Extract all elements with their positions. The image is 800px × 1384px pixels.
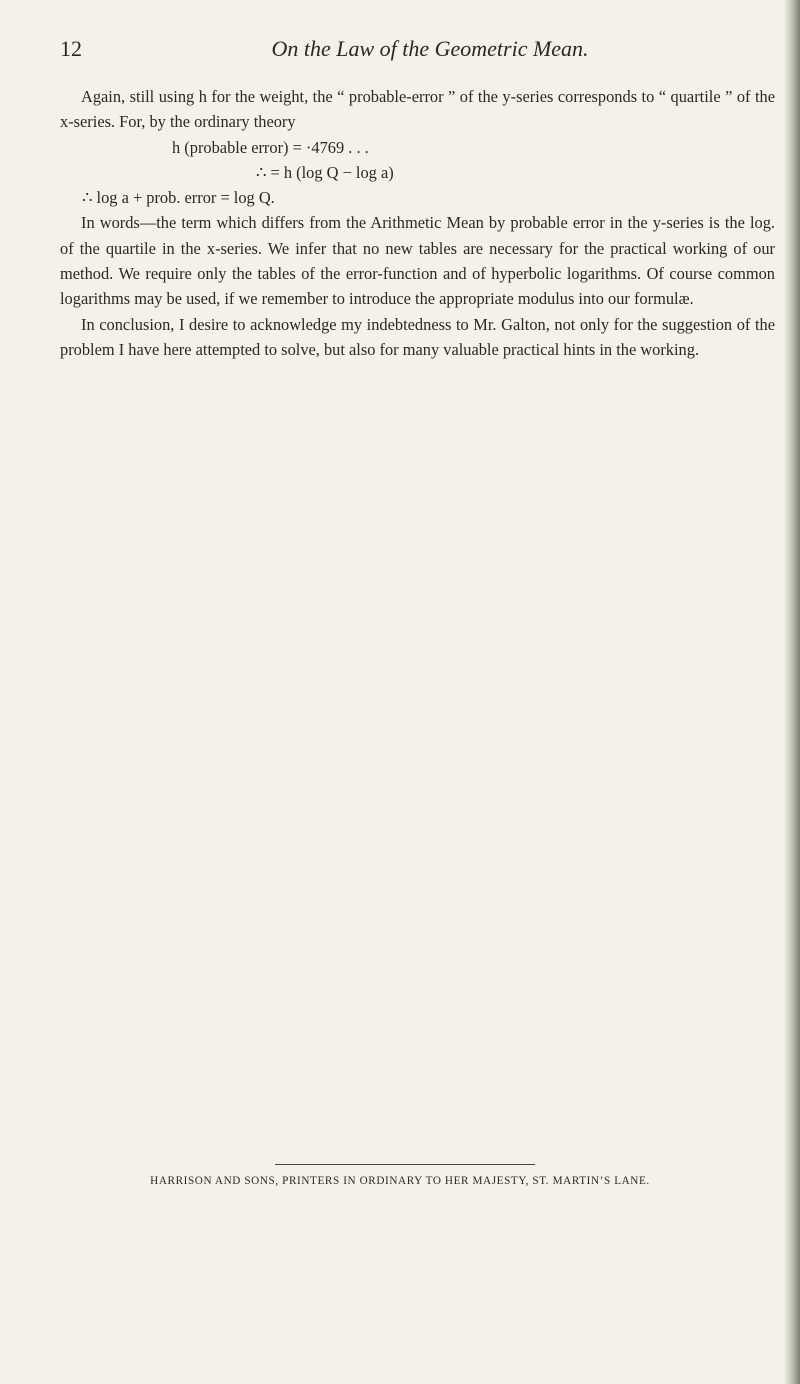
equation-log-quartile: ∴ log a + prob. error = log Q.: [82, 188, 275, 208]
footer-rule: [275, 1164, 535, 1165]
paragraph-conclusion: In conclusion, I desire to acknowledge my indebtedness to Mr. Galton, not only for the suggestion of the problem I have here attempted to solve, but also for many valuable practical hints in the working.: [60, 314, 775, 359]
page-content: [60, 84, 775, 362]
printer-imprint: HARRISON AND SONS, PRINTERS IN ORDINARY TO HER MAJESTY, ST. MARTIN’S LANE.: [150, 1175, 650, 1187]
equation-log-difference: ∴ = h (log Q − log a): [256, 162, 394, 182]
paragraph-in-words: In words—the term which differs from the Arithmetic Mean by probable error in the y-series is the log. of the quartile in the x-series. We infer that no new tables are necessary for the practical working of our method. We require only the tables of the error-function and of hyperbolic logarithms. Of course common logarithms may be used, if we remember to introduce the appropriate modulus into our formulæ.: [60, 213, 775, 309]
paragraph-probable-error: Again, still using h for the weight, the “ probable-error ” of the y-series corresponds to “ quartile ” of the x-series. For, by the ordinary theory: [60, 87, 775, 132]
running-head: On the Law of the Geometric Mean.: [271, 36, 589, 61]
page-header: [60, 36, 760, 66]
equation-probable-error: h (probable error) = ·4769 . . .: [172, 137, 369, 157]
page-number: 12: [60, 36, 82, 61]
